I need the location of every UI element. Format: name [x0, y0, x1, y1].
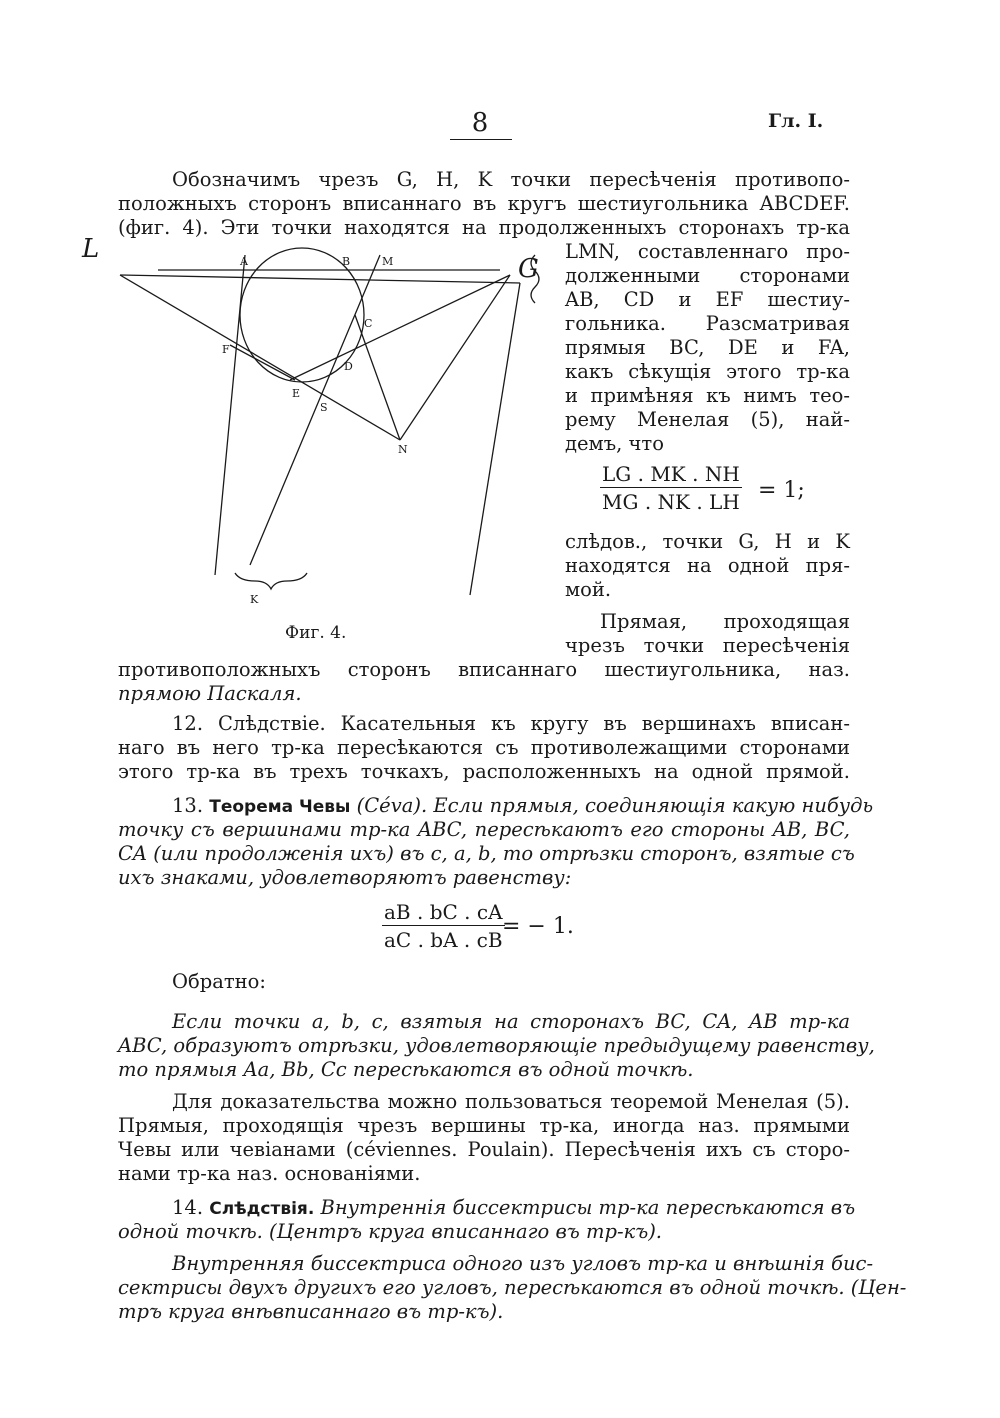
s14-line-5: тръ круга внѣвписаннаго въ тр-къ). — [118, 1300, 504, 1323]
s12-line-3: этого тр-ка въ трехъ точкахъ, расположенныхъ на одной прямой. — [118, 760, 850, 783]
pascal-line-2: чрезъ точки пересѣченія — [565, 634, 850, 657]
menelaus-numerator: LG . MK . NH — [602, 462, 740, 486]
label-m: M — [382, 255, 394, 268]
figure-4 — [80, 215, 560, 625]
s13-line-2: точку съ вершинами тр-ка ABC, пересѣкаютъ его стороны AB, BC, — [118, 818, 850, 841]
s14-line-4: сектрисы двухъ другихъ его угловъ, пересѣкаются въ одной точкѣ. (Цен- — [118, 1276, 907, 1299]
s13-line-1 — [172, 794, 873, 819]
pascal-line-1: Прямая, проходящая — [600, 610, 850, 633]
label-k: K — [250, 593, 259, 606]
after-eq-line: находятся на одной пря- — [565, 554, 850, 577]
s12-line-1: 12. Слѣдствіе. Касательныя къ кругу въ вершинахъ вписан- — [172, 712, 850, 735]
intro-right-line: какъ сѣкущія этого тр-ка — [565, 360, 850, 383]
converse-line-1: Если точки a, b, c, взятыя на сторонахъ BC, CA, AB тр-ка — [172, 1010, 850, 1033]
s13-number: 13. — [172, 794, 204, 817]
menelaus-equation-tail: = 1; — [758, 478, 805, 503]
pascal-line-3: противоположныхъ сторонъ вписаннаго шестиугольника, наз. — [118, 658, 850, 681]
ceva-numerator: aB . bC . cA — [384, 900, 503, 924]
after-eq-line: слѣдов., точки G, H и K — [565, 530, 850, 553]
ceva-denominator: aC . bA . cB — [384, 928, 503, 952]
intro-right-line: долженными сторонами — [565, 264, 850, 287]
intro-right-line: AB, CD и EF шестиу- — [565, 288, 850, 311]
s14-line-1-rest: Внутреннія биссектрисы тр-ка пересѣкаются въ — [320, 1196, 856, 1219]
page-number-rule — [450, 139, 512, 140]
label-l: L — [82, 234, 100, 264]
s13-title: Теорема Чевы — [209, 797, 351, 817]
intro-right-line: рему Менелая (5), най- — [565, 408, 850, 431]
ceva-equation-tail: = − 1. — [502, 914, 574, 939]
intro-right-line: LMN, составленнаго про- — [565, 240, 850, 263]
line-lh — [120, 275, 400, 440]
converse-label: Обратно: — [172, 970, 266, 993]
line-bm — [250, 255, 380, 565]
label-f: F — [222, 343, 230, 356]
s14-title: Слѣдствія. — [209, 1199, 315, 1219]
label-e: E — [292, 387, 301, 400]
after-eq-line: мой. — [565, 578, 612, 601]
s14-line-2: одной точкѣ. (Центръ круга вписаннаго въ тр-къ). — [118, 1220, 663, 1243]
figure-caption: Фиг. 4. — [285, 623, 347, 643]
label-s: S — [320, 401, 328, 414]
intro-line-3: (фиг. 4). Эти точки находятся на продолженныхъ сторонахъ тр-ка — [118, 216, 850, 239]
line-g-h — [400, 275, 510, 440]
s13-line-4: ихъ знаками, удовлетворяютъ равенству: — [118, 866, 572, 889]
line-g — [120, 275, 520, 283]
label-d: D — [344, 360, 353, 373]
intro-right-line: демъ, что — [565, 432, 664, 455]
line-fa — [215, 255, 245, 575]
menelaus-denominator: MG . NK . LH — [602, 490, 740, 514]
pascal-line-4: прямою Паскаля. — [118, 682, 302, 705]
s13-line-1-rest: (Céva). Если прямыя, соединяющія какую нибудь — [356, 794, 874, 817]
line-f-e — [230, 345, 295, 380]
chapter-label: Гл. I. — [768, 110, 824, 132]
s14-number: 14. — [172, 1196, 204, 1219]
menelaus-equation — [600, 462, 742, 514]
proof-line-4: нами тр-ка наз. основаніями. — [118, 1162, 421, 1185]
page-number: 8 — [471, 108, 489, 138]
label-a: A — [240, 255, 248, 268]
s14-line-1 — [172, 1196, 855, 1221]
s14-line-3: Внутренняя биссектриса одного изъ угловъ тр-ка и внѣшнія бис- — [172, 1252, 874, 1275]
proof-line-3: Чевы или чевіанами (céviennes. Poulain). Пересѣченія ихъ съ сторо- — [118, 1138, 850, 1161]
intro-line-1: Обозначимъ чрезъ G, H, K точки пересѣченія противопо- — [172, 168, 850, 191]
label-b: B — [342, 255, 351, 268]
s12-line-2: наго въ него тр-ка пересѣкаются съ противолежащими сторонами — [118, 736, 850, 759]
intro-right-line: и примѣняя къ нимъ тео- — [565, 384, 850, 407]
brace-k — [235, 573, 307, 589]
ceva-equation — [382, 900, 505, 952]
intro-line-2: положныхъ сторонъ вписаннаго въ кругъ шестиугольника ABCDEF. — [118, 192, 850, 215]
intro-right-line: гольника. Разсматривая — [565, 312, 850, 335]
line-right — [470, 283, 520, 595]
intro-right-line: прямыя BC, DE и FA, — [565, 336, 850, 359]
proof-line-2: Прямыя, проходящія чрезъ вершины тр-ка, иногда наз. прямыми — [118, 1114, 850, 1137]
line-c-h — [355, 315, 400, 440]
s13-line-3: CA (или продолженія ихъ) въ c, a, b, то отрѣзки сторонъ, взятые съ — [118, 842, 855, 865]
label-n: N — [398, 443, 408, 456]
label-c: C — [364, 317, 373, 330]
proof-line-1: Для доказательства можно пользоваться теоремой Менелая (5). — [172, 1090, 850, 1113]
label-g: G — [518, 254, 539, 284]
converse-line-2: ABC, образуютъ отрѣзки, удовлетворяющіе предыдущему равенству, — [118, 1034, 875, 1057]
line-g-e — [290, 275, 510, 380]
converse-line-3: то прямыя Aa, Bb, Cc пересѣкаются въ одной точкѣ. — [118, 1058, 694, 1081]
